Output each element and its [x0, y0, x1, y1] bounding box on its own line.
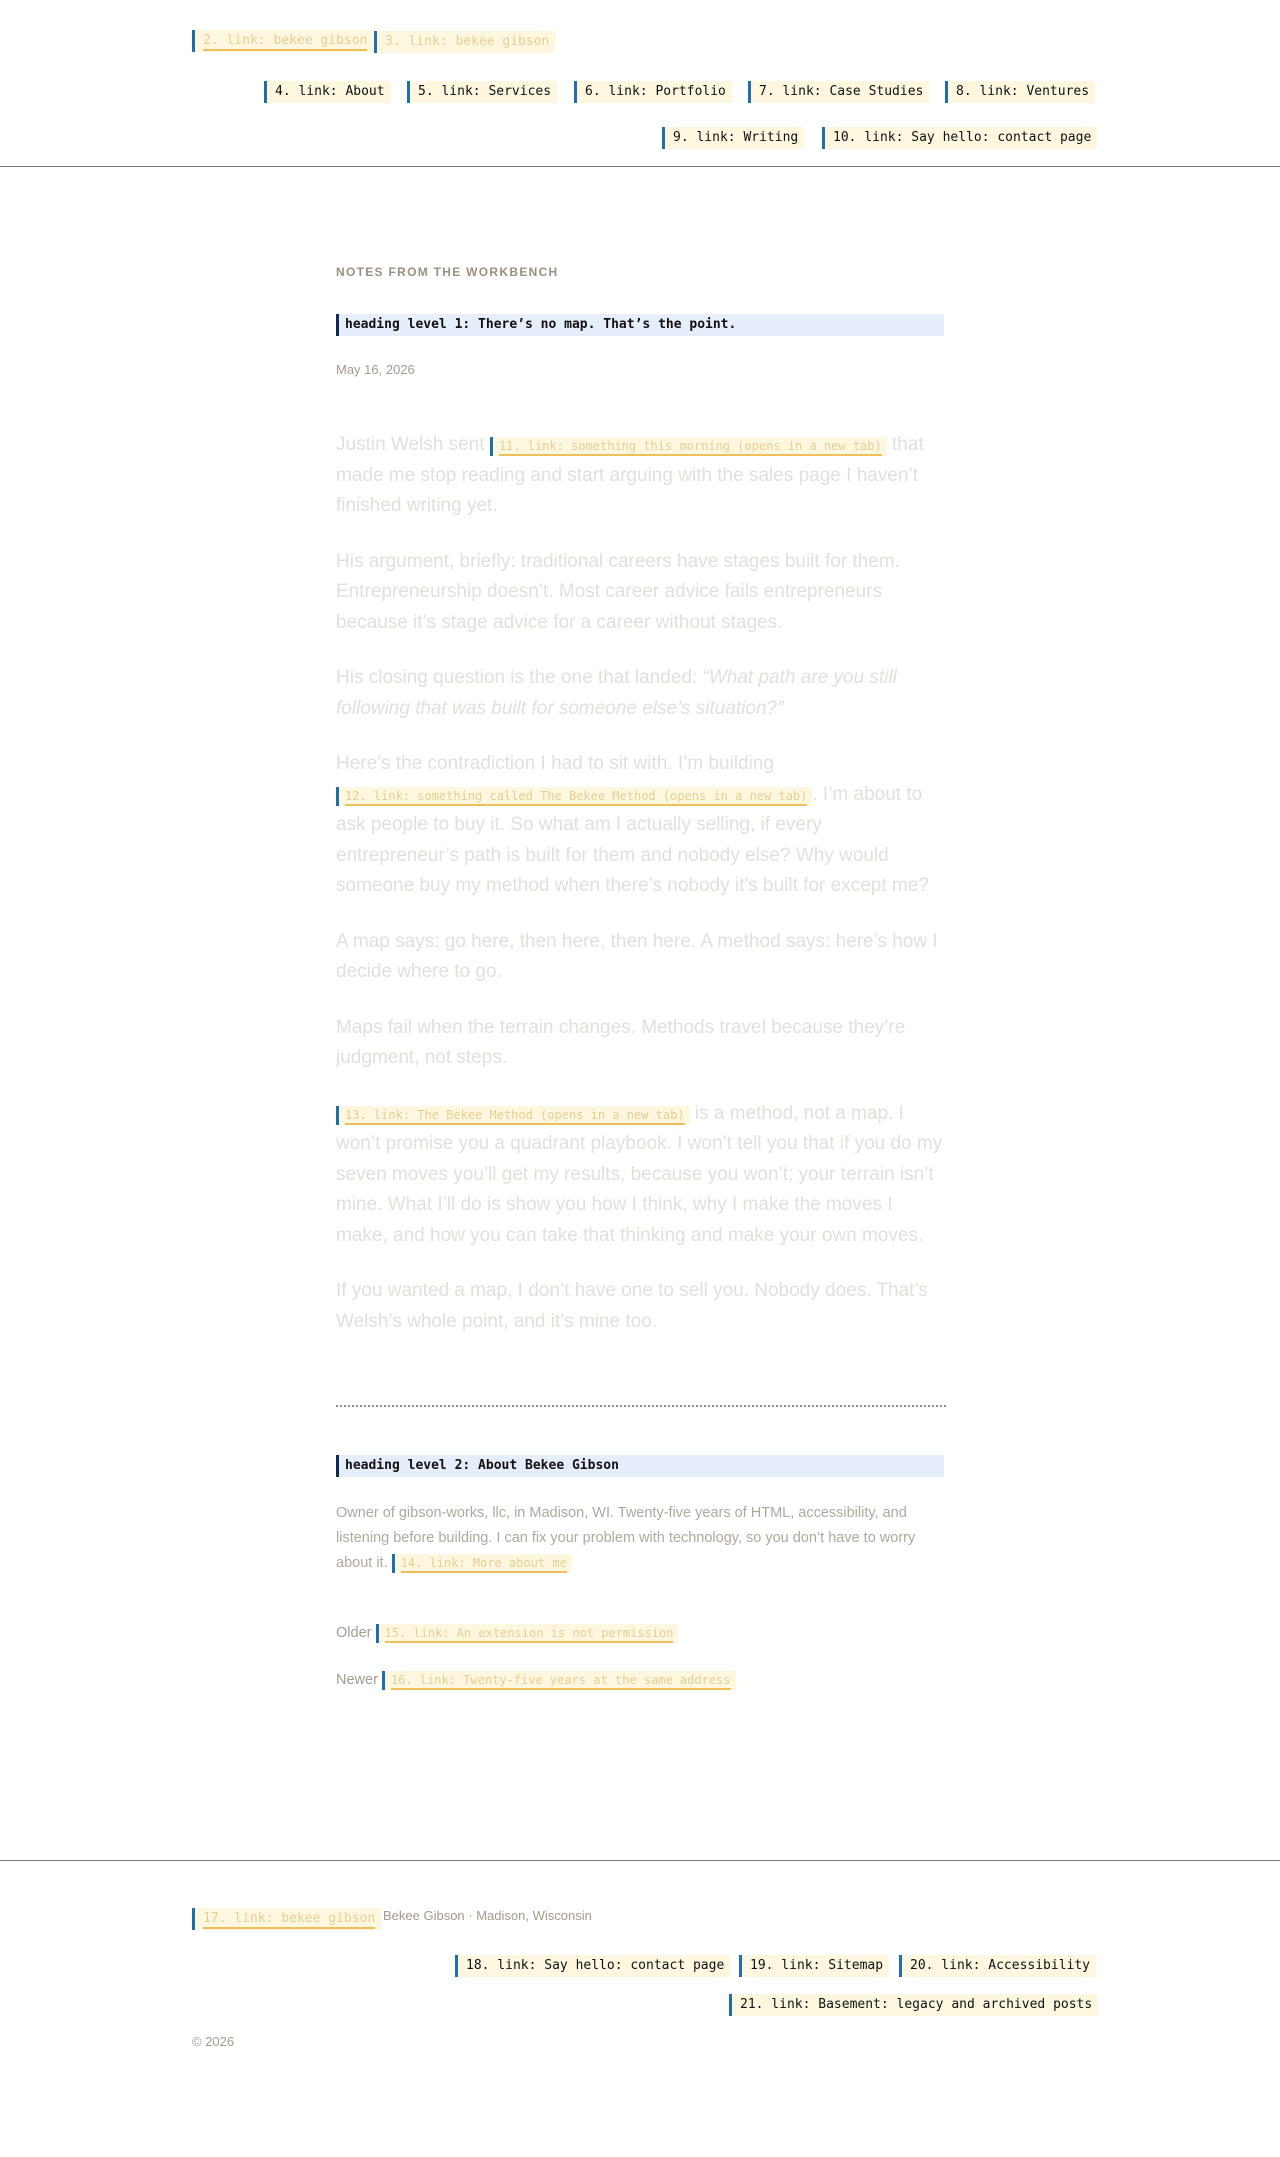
nav-portfolio[interactable]: 6. link: Portfolio	[574, 81, 732, 103]
link-something-this-morning[interactable]: 11. link: something this morning (opens in a new tab)	[490, 437, 887, 456]
footer-link-accessibility[interactable]: 20. link: Accessibility	[899, 1955, 1096, 1977]
nav-say-hello[interactable]: 10. link: Say hello: contact page	[822, 127, 1097, 149]
link-the-bekee-method[interactable]: 13. link: The Bekee Method (opens in a new tab)	[336, 1106, 690, 1125]
article-date: May 16, 2026	[336, 362, 415, 377]
link-bekee-method-something[interactable]: 12. link: something called The Bekee Method (opens in a new tab)	[336, 787, 812, 806]
nav-ventures[interactable]: 8. link: Ventures	[945, 81, 1095, 103]
footer-link-basement[interactable]: 21. link: Basement: legacy and archived posts	[729, 1994, 1098, 2016]
header-brand-link[interactable]: 2. link: bekee gibson	[192, 30, 373, 52]
link-more-about-me[interactable]: 14. link: More about me	[392, 1554, 572, 1573]
closing-question-quote: “What path are you still following that was built for someone else’s situation?”	[336, 667, 897, 719]
article-body	[336, 430, 946, 1362]
article-paragraph: If you wanted a map, I don’t have one to sell you. Nobody does. That’s Welsh’s whole point, and it’s mine too.	[336, 1280, 928, 1332]
article-paragraph: Here’s the contradiction I had to sit with. I’m building 12. link: something called The Bekee Method (opens in a new tab) . I’m about to ask people to buy it. So what am I actually selling, if every entrepreneur’s path is built for them and nobody else? Why would someone buy my method when there’s nobody it’s built for except me?	[336, 753, 929, 896]
footer-name: Bekee Gibson · Madison, Wisconsin	[383, 1908, 592, 1923]
nav-writing[interactable]: 9. link: Writing	[662, 127, 804, 149]
footer-copyright: © 2026	[192, 2034, 235, 2049]
newer-label: Newer	[336, 1672, 378, 1688]
header-brand-text: 3. link: bekee gibson	[374, 31, 555, 53]
article-divider	[336, 1405, 946, 1407]
footer-link-say-hello[interactable]: 18. link: Say hello: contact page	[455, 1955, 730, 1977]
older-label: Older	[336, 1625, 372, 1641]
article-paragraph: Maps fail when the terrain changes. Methods travel because they’re judgment, not steps.	[336, 1016, 906, 1068]
pager-older	[336, 1622, 678, 1644]
about-bio: Owner of gibson-works, llc, in Madison, WI. Twenty-five years of HTML, accessibility, and listening before building. I can fix your problem with technology, so you don’t have to worry about it. 14. link: More about me	[336, 1505, 916, 1571]
header-divider	[0, 166, 1280, 167]
link-newer-post[interactable]: 16. link: Twenty-five years at the same address	[382, 1671, 736, 1690]
article-paragraph: 13. link: The Bekee Method (opens in a new tab) is a method, not a map. I won’t promise you a quadrant playbook. I won’t tell you that if you do my seven moves you’ll get my results, because you won’t; your terrain isn’t mine. What I’ll do is show you how I think, why I make the moves I make, and how you can take that thinking and make your own moves.	[336, 1102, 943, 1246]
nav-services[interactable]: 5. link: Services	[407, 81, 557, 103]
article-paragraph: His argument, briefly: traditional careers have stages built for them. Entrepreneurship doesn’t. Most career advice fails entrepreneurs because it’s stage advice for a career without stages.	[336, 550, 900, 633]
footer-divider	[0, 1860, 1280, 1861]
nav-about[interactable]: 4. link: About	[264, 81, 391, 103]
link-older-post[interactable]: 15. link: An extension is not permission	[376, 1624, 679, 1643]
footer-brand-link[interactable]: 17. link: bekee gibson	[192, 1908, 381, 1930]
article-eyebrow: NOTES FROM THE WORKBENCH	[336, 265, 559, 279]
article-paragraph: A map says: go here, then here, then here. A method says: here’s how I decide where to go.	[336, 930, 938, 982]
about-heading: heading level 2: About Bekee Gibson	[336, 1455, 944, 1477]
article-title: heading level 1: There’s no map. That’s the point.	[336, 314, 944, 336]
article-paragraph: His closing question is the one that landed: “What path are you still following that was built for someone else’s situation?”	[336, 667, 897, 719]
nav-case-studies[interactable]: 7. link: Case Studies	[748, 81, 929, 103]
footer-link-sitemap[interactable]: 19. link: Sitemap	[739, 1955, 889, 1977]
article-paragraph: Justin Welsh sent 11. link: something this morning (opens in a new tab) that made me stop reading and start arguing with the sales page I haven’t finished writing yet.	[336, 434, 924, 516]
pager-newer	[336, 1669, 736, 1691]
